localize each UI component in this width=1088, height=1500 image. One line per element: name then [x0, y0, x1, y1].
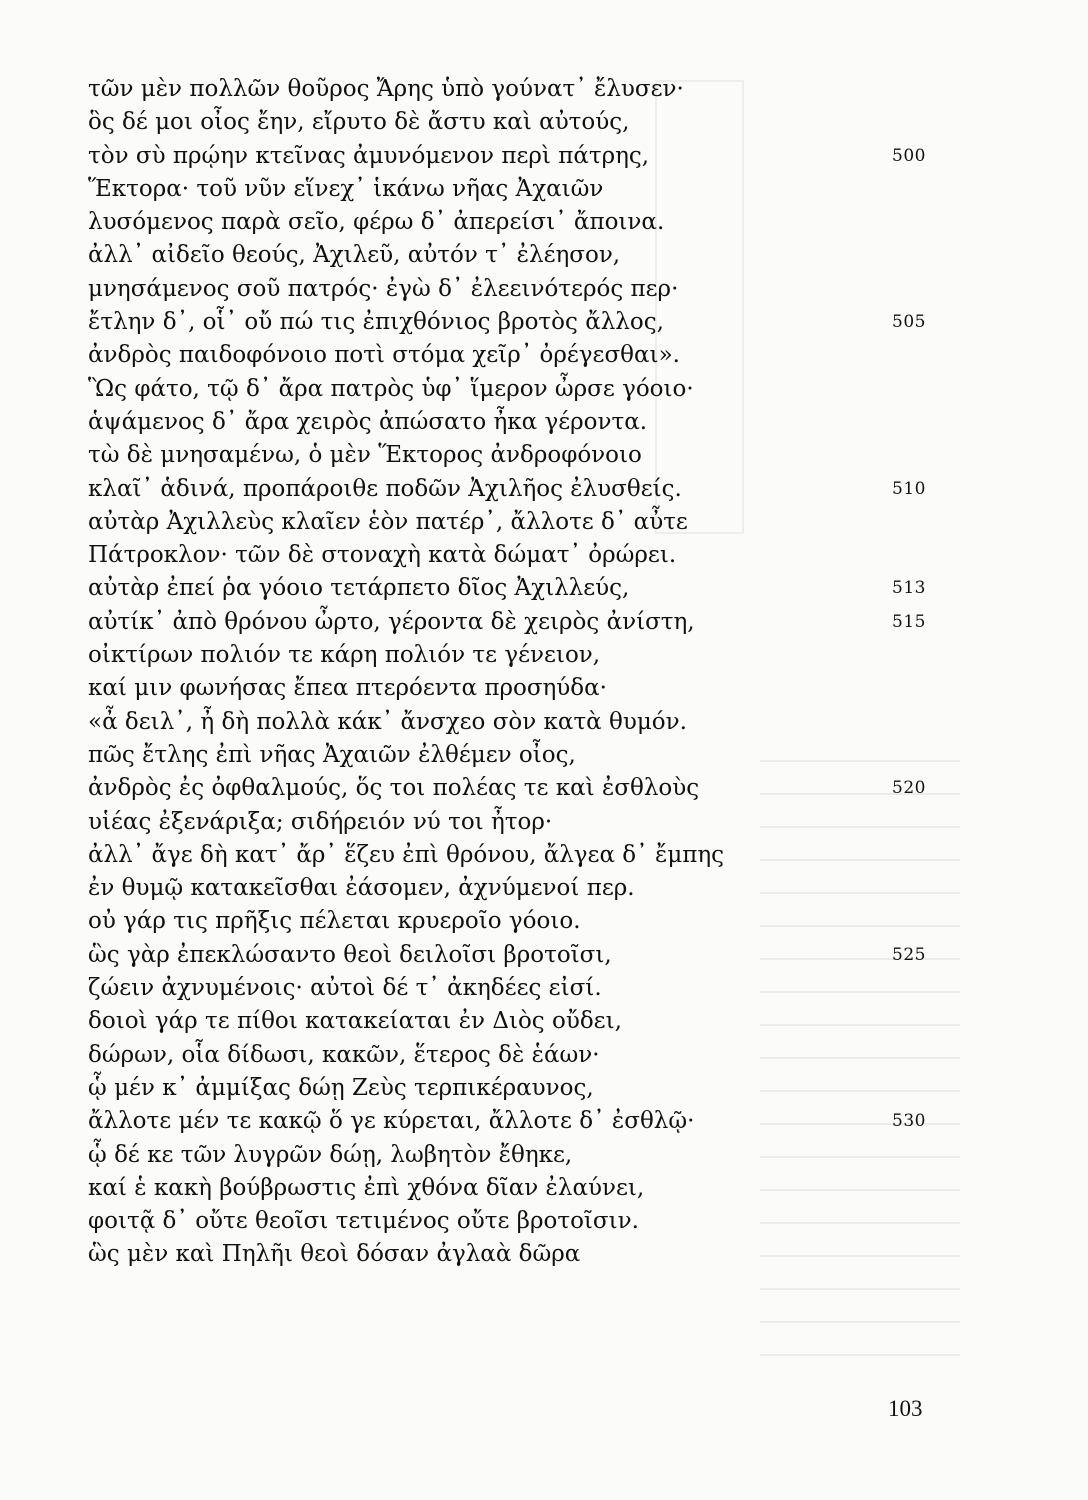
verse-line: [88, 639, 968, 672]
verse-text: ἔτλην δ᾽, οἷ᾽ οὔ πώ τις ἐπιχθόνιος βροτὸς ἄλλος,: [88, 309, 664, 336]
verse-line: [88, 140, 968, 173]
verse-line: [88, 1238, 968, 1271]
line-number: 520: [892, 778, 926, 799]
verse-block: [88, 73, 968, 1272]
verse-line: [88, 1205, 968, 1238]
verse-text: ἄλλοτε μέν τε κακῷ ὅ γε κύρεται, ἄλλοτε δ᾽ ἐσθλῷ·: [88, 1108, 695, 1135]
verse-text: καί ἑ κακὴ βούβρωστις ἐπὶ χθόνα δῖαν ἐλαύνει,: [88, 1174, 645, 1201]
line-number: 525: [892, 944, 926, 965]
verse-text: φοιτᾷ δ᾽ οὔτε θεοῖσι τετιμένος οὔτε βροτοῖσιν.: [88, 1208, 639, 1235]
verse-line: [88, 839, 968, 872]
verse-text: Ἕκτορα· τοῦ νῦν εἵνεχ᾽ ἱκάνω νῆας Ἀχαιῶν: [88, 175, 604, 202]
verse-line: [88, 739, 968, 772]
line-number: 530: [892, 1111, 926, 1132]
verse-text: ἀνδρὸς παιδοφόνοιο ποτὶ στόμα χεῖρ᾽ ὀρέγεσθαι».: [88, 342, 680, 369]
verse-text: δώρων, οἷα δίδωσι, κακῶν, ἕτερος δὲ ἑάων·: [88, 1041, 600, 1068]
verse-text: ἁψάμενος δ᾽ ἄρα χειρὸς ἀπώσατο ἦκα γέροντα.: [88, 408, 648, 435]
verse-text: ὃς δέ μοι οἶος ἔην, εἴρυτο δὲ ἄστυ καὶ αὐτούς,: [88, 109, 630, 136]
verse-line: [88, 905, 968, 938]
verse-line: [88, 73, 968, 106]
verse-text: ᾧ δέ κε τῶν λυγρῶν δώῃ, λωβητὸν ἔθηκε,: [88, 1141, 573, 1168]
verse-text: οἰκτίρων πολιόν τε κάρη πολιόν τε γένειον,: [88, 642, 601, 669]
verse-text: Πάτροκλον· τῶν δὲ στοναχὴ κατὰ δώματ᾽ ὀρώρει.: [88, 542, 677, 569]
verse-line: [88, 273, 968, 306]
verse-text: καί μιν φωνήσας ἔπεα πτερόεντα προσηύδα·: [88, 675, 607, 702]
verse-text: ἐν θυμῷ κατακεῖσθαι ἐάσομεν, ἀχνύμενοί περ.: [88, 875, 635, 902]
verse-text: αὐτὰρ ἐπεί ῥα γόοιο τετάρπετο δῖος Ἀχιλλεύς,: [88, 575, 630, 602]
verse-line: [88, 572, 968, 605]
verse-line: [88, 373, 968, 406]
verse-line: [88, 1072, 968, 1105]
verse-text: ὣς γὰρ ἐπεκλώσαντο θεοὶ δειλοῖσι βροτοῖσι,: [88, 941, 612, 968]
verse-line: [88, 806, 968, 839]
verse-line: [88, 1039, 968, 1072]
verse-line: [88, 306, 968, 339]
verse-text: υἱέας ἐξενάριξα; σιδήρειόν νύ τοι ἦτορ·: [88, 808, 553, 835]
line-number: 515: [892, 611, 926, 632]
verse-text: τῶν μὲν πολλῶν θοῦρος Ἄρης ὑπὸ γούνατ᾽ ἔλυσεν·: [88, 76, 684, 102]
verse-text: Ὣς φάτο, τῷ δ᾽ ἄρα πατρὸς ὑφ᾽ ἵμερον ὦρσε γόοιο·: [88, 375, 694, 402]
verse-line: [88, 939, 968, 972]
line-number: 500: [892, 145, 926, 166]
verse-line: [88, 606, 968, 639]
verse-text: αὐτίκ᾽ ἀπὸ θρόνου ὦρτο, γέροντα δὲ χειρὸς ἀνίστη,: [88, 608, 695, 635]
verse-line: [88, 539, 968, 572]
verse-line: [88, 1139, 968, 1172]
verse-text: ᾧ μέν κ᾽ ἀμμίξας δώῃ Ζεὺς τερπικέραυνος,: [88, 1074, 594, 1101]
verse-line: [88, 439, 968, 472]
verse-text: ζώειν ἀχνυμένοις· αὐτοὶ δέ τ᾽ ἀκηδέες εἰσί.: [88, 975, 602, 1002]
line-number: 513: [892, 578, 926, 599]
verse-line: [88, 1105, 968, 1138]
verse-line: [88, 206, 968, 239]
verse-line: [88, 506, 968, 539]
verse-text: τὸν σὺ πρῴην κτεῖνας ἀμυνόμενον περὶ πάτρης,: [88, 142, 650, 169]
page-number: 103: [888, 1396, 923, 1421]
verse-text: «ἆ δειλ᾽, ἦ δὴ πολλὰ κάκ᾽ ἄνσχεο σὸν κατὰ θυμόν.: [88, 708, 687, 735]
verse-text: κλαῖ᾽ ἁδινά, προπάροιθε ποδῶν Ἀχιλῆος ἐλυσθείς.: [88, 475, 682, 502]
verse-text: ὣς μὲν καὶ Πηλῆι θεοὶ δόσαν ἀγλαὰ δῶρα: [88, 1241, 581, 1268]
verse-line: [88, 106, 968, 139]
verse-line: [88, 972, 968, 1005]
verse-text: πῶς ἔτλης ἐπὶ νῆας Ἀχαιῶν ἐλθέμεν οἶος,: [88, 741, 576, 768]
verse-text: μνησάμενος σοῦ πατρός· ἐγὼ δ᾽ ἐλεεινότερός περ·: [88, 275, 679, 302]
line-number: 510: [892, 478, 926, 499]
verse-line: [88, 173, 968, 206]
verse-text: ἀνδρὸς ἐς ὀφθαλμούς, ὅς τοι πολέας τε καὶ ἐσθλοὺς: [88, 775, 700, 802]
verse-text: αὐτὰρ Ἀχιλλεὺς κλαῖεν ἑὸν πατέρ᾽, ἄλλοτε δ᾽ αὖτε: [88, 508, 688, 535]
verse-line: [88, 872, 968, 905]
verse-line: [88, 339, 968, 372]
verse-text: δοιοὶ γάρ τε πίθοι κατακείαται ἐν Διὸς οὔδει,: [88, 1008, 622, 1035]
verse-line: [88, 473, 968, 506]
verse-line: [88, 1005, 968, 1038]
verse-line: [88, 1172, 968, 1205]
verse-text: τὼ δὲ μνησαμένω, ὁ μὲν Ἕκτορος ἀνδροφόνοιο: [88, 442, 642, 469]
verse-line: [88, 239, 968, 272]
verse-text: οὐ γάρ τις πρῆξις πέλεται κρυεροῖο γόοιο.: [88, 908, 581, 935]
verse-text: λυσόμενος παρὰ σεῖο, φέρω δ᾽ ἀπερείσι᾽ ἄποινα.: [88, 209, 665, 236]
verse-line: [88, 672, 968, 705]
verse-line: [88, 706, 968, 739]
verse-text: ἀλλ᾽ αἰδεῖο θεούς, Ἀχιλεῦ, αὐτόν τ᾽ ἐλέησον,: [88, 242, 621, 269]
verse-line: [88, 772, 968, 805]
verse-text: ἀλλ᾽ ἄγε δὴ κατ᾽ ἄρ᾽ ἕζευ ἐπὶ θρόνου, ἄλγεα δ᾽ ἔμπης: [88, 841, 725, 868]
line-number: 505: [892, 312, 926, 333]
verse-line: [88, 406, 968, 439]
